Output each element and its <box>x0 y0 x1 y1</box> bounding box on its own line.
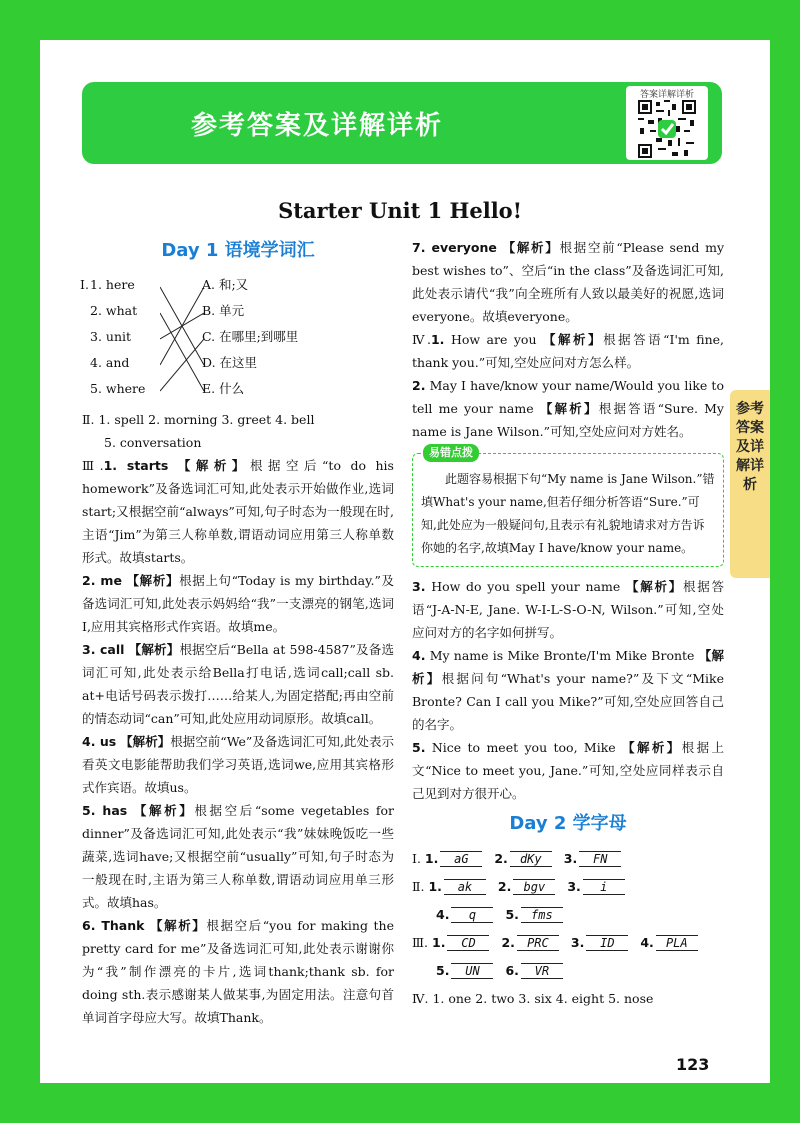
match-row: 3. unit C. 在哪里;到哪里 <box>90 329 299 344</box>
side-tab-text: 参考答案及详解详析 <box>736 401 764 493</box>
section-ii <box>82 408 394 454</box>
answer-item: 3. How do you spell your name 【解析】根据答语“J-A-N-E, Jane. W-I-L-S-O-N, Wilson.”可知,空处应问对方的名字如何拼写。 <box>412 579 724 640</box>
answer-item: 5. Nice to meet you too, Mike 【解析】根据上文“Nice to meet you, Jane.”可知,空处应同样表示自己见到对方很开心。 <box>412 740 724 801</box>
section-i <box>82 272 394 404</box>
match-row: 4. and D. 在这里 <box>90 355 258 370</box>
handwriting-answer: CD <box>447 935 489 951</box>
left-column <box>82 236 394 1029</box>
error-tip-box <box>412 446 724 567</box>
answer-item: 2. May I have/know your name/Would you like to tell me your name 【解析】根据答语“Sure. My name is Jane Wilson.”可知,空处应问对方姓名。 <box>412 378 724 439</box>
section-iv <box>412 328 724 805</box>
handwriting-answer: i <box>583 879 625 895</box>
day2-row: Ⅳ. 1. one 2. two 3. six 4. eight 5. nose <box>412 991 654 1006</box>
section-ii-label: Ⅱ. <box>82 412 95 427</box>
handwriting-answer: VR <box>521 963 563 979</box>
frame-bottom <box>0 1083 800 1123</box>
handwriting-answer: aG <box>440 851 482 867</box>
day2-row: 5. UN 6. VR <box>412 957 724 985</box>
match-row: 2. what B. 单元 <box>90 303 245 318</box>
handwriting-answer: fms <box>521 907 563 923</box>
answer-item: 3. call 【解析】根据空后“Bella at 598-4587”及备选词汇可知,此处表示给Bella打电话,选词call;call sb. at+电话号码表示拨打……给某人,为固定搭配;再由空前的情态动词“can”可知,此处应用动词原形。故填call。 <box>82 642 394 726</box>
handwriting-answer: UN <box>451 963 493 979</box>
banner-title: 参考答案及详解详析 <box>190 110 443 141</box>
match-row: 5. where E. 什么 <box>90 381 245 396</box>
handwriting-answer: bgv <box>513 879 555 895</box>
match-row: 1. here A. 和;又 <box>90 277 249 292</box>
section-i-label: Ⅰ. <box>80 277 89 292</box>
qr-label: 答案详解详析 <box>639 90 694 100</box>
answer-item: 2. me 【解析】根据上句“Today is my birthday.”及备选词汇可知,此处表示妈妈给“我”一支漂亮的钢笔,选词I,应用其宾格形式作宾语。故填me。 <box>82 573 394 634</box>
handwriting-answer: PRC <box>517 935 559 951</box>
frame-left <box>0 0 40 1123</box>
unit-title: Starter Unit 1 Hello! <box>278 198 522 223</box>
frame-right <box>770 0 800 1123</box>
section-ii-line1: 1. spell 2. morning 3. greet 4. bell <box>98 412 315 427</box>
answer-item: 5. has 【解析】根据空后“some vegetables for dinner”及备选词汇可知,此处表示“我”妹妹晚饭吃一些蔬菜,选词have;又根据空前“usually”可知,句子时态为一般现在时,主语为第三人称单数,谓语动词应用单三形式。故填has。 <box>82 803 394 910</box>
day1-heading: Day 1 语境学词汇 <box>161 240 315 261</box>
day2-row: Ⅰ. 1. aG 2. dKy 3. FN <box>412 845 724 873</box>
handwriting-answer: ID <box>586 935 628 951</box>
handwriting-answer: PLA <box>656 935 698 951</box>
answer-item: 6. Thank 【解析】根据空后“you for making the pretty card for me”及备选词汇可知,此处表示谢谢你为“我”制作漂亮的卡片,选词thank;thank sb. for doing sth.表示感谢某人做某事,为固定用法。注意句首单词首字母应大写。故填Thank。 <box>82 918 394 1025</box>
right-column <box>412 236 724 1013</box>
answer-item: Ⅲ.1. starts 【解析】根据空后“to do his homework”及备选词汇可知,此处表示开始做作业,选词start;又根据空前“always”可知,句子时态为一般现在时,主语“Jim”为第三人称单数,谓语动词应用第三人称单数形式。故填starts。 <box>82 458 394 565</box>
handwriting-answer: ak <box>444 879 486 895</box>
error-tip-text: 此题容易根据下句“My name is Jane Wilson.”错填What's your name,但若仔细分析答语“Sure.”可知,此处应为一般疑问句,且表示有礼貌地请求对方告诉你她的名字,故填May I have/know your name。 <box>421 472 715 555</box>
day2-heading: Day 2 学字母 <box>509 813 627 834</box>
day2-answers <box>412 845 724 1013</box>
day2-row: 4. q 5. fms <box>412 901 724 929</box>
error-tip-badge: 易错点拨 <box>423 444 479 462</box>
section-iii <box>82 454 394 1029</box>
handwriting-answer: q <box>451 907 493 923</box>
day2-row: Ⅲ. 1. CD 2. PRC 3. ID 4. PLA <box>412 929 724 957</box>
handwriting-answer: dKy <box>510 851 552 867</box>
day2-row: Ⅱ. 1. ak 2. bgv 3. i <box>412 873 724 901</box>
section-ii-line2: 5. conversation <box>104 435 202 450</box>
handwriting-answer: FN <box>579 851 621 867</box>
answer-item: 7. everyone 【解析】根据空前“Please send my best wishes to”、空后“in the class”及备选词汇可知,此处表示请代“我”向全班所有人致以最美好的祝愿,选词everyone。故填everyone。 <box>412 240 724 324</box>
answer-item: 4. us 【解析】根据空前“We”及备选词汇可知,此处表示看英文电影能帮助我们学习英语,选词we,应用其宾格形式作宾语。故填us。 <box>82 734 394 795</box>
page-number: 123 <box>676 1055 710 1074</box>
qr-code-icon <box>638 100 696 158</box>
side-tab[interactable] <box>730 390 770 578</box>
answer-item: Ⅳ.1. How are you 【解析】根据答语“I'm fine, thank you.”可知,空处应问对方怎么样。 <box>412 332 724 370</box>
frame-top <box>0 0 800 40</box>
header-banner <box>82 82 722 164</box>
qr-code-box[interactable] <box>626 86 708 160</box>
answer-item: 4. My name is Mike Bronte/I'm Mike Bronte 【解析】根据问句“What's your name?”及下文“Mike Bronte? Can I call you Mike?”可知,空处应回答自己的名字。 <box>412 648 724 732</box>
